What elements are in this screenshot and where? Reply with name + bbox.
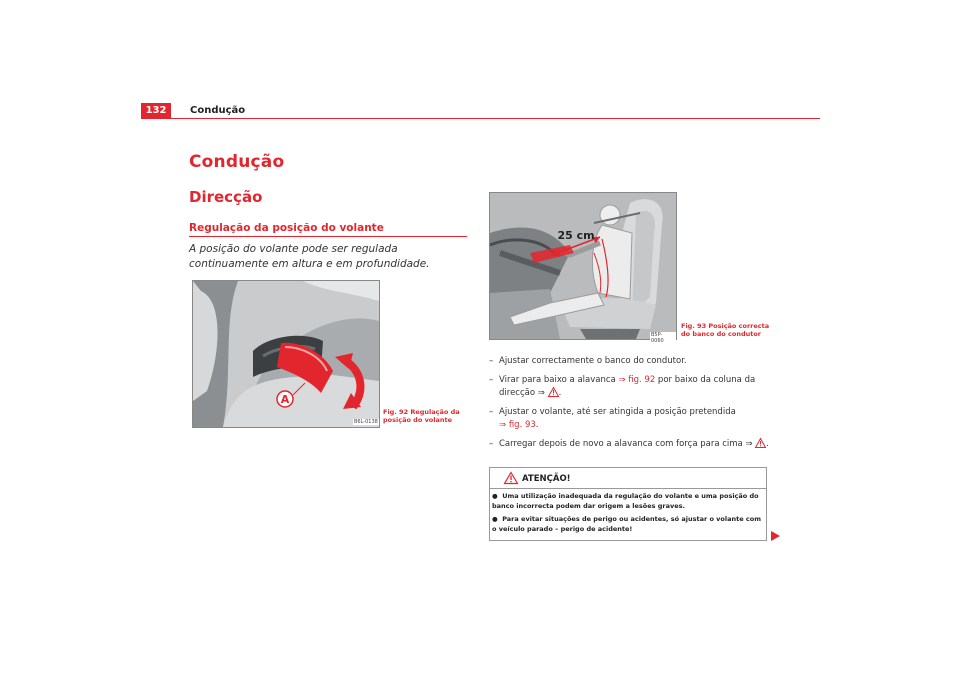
fig92-code: B6L-0138 — [354, 419, 378, 425]
warning-triangle-icon — [504, 472, 518, 484]
page-number: 132 — [141, 103, 171, 119]
figure-93 — [489, 192, 677, 344]
fig92-caption-line1: Fig. 92 Regulação da — [383, 408, 460, 416]
step-dash: – — [489, 356, 494, 366]
step-text: . — [558, 388, 562, 398]
step-dash: – — [489, 439, 494, 449]
step-text: Ajustar o volante, até ser atingida a posição pretendida — [499, 407, 736, 417]
warning-bullet-text: Para evitar situações de perigo ou acidentes, só ajustar o volante com o veículo parado – perigo de acidente! — [492, 515, 761, 533]
fig92-caption — [383, 408, 460, 424]
step-dash: – — [489, 375, 494, 385]
fig93-code: B5P-0060 — [650, 332, 676, 344]
section-heading: Direcção — [189, 188, 263, 206]
warning-rule — [490, 488, 766, 489]
warning-icon[interactable] — [548, 387, 559, 397]
warning-title-row — [504, 472, 571, 484]
figure-92 — [192, 280, 380, 428]
warning-icon[interactable] — [755, 438, 766, 448]
figure-reference-link[interactable]: ⇒ fig. 93 — [499, 420, 536, 430]
figure-reference-link[interactable]: ⇒ fig. 92 — [618, 375, 656, 385]
continue-arrow-icon[interactable] — [771, 531, 780, 541]
subsection-rule — [189, 236, 467, 237]
step-text: por baixo da coluna da direcção ⇒ — [499, 375, 756, 398]
warning-bullet-text: Uma utilização inadequada da regulação do volante e uma posição do banco incorrecta podem dar origem a lesões graves. — [492, 492, 759, 510]
fig93-distance: 25 cm — [557, 229, 595, 242]
step-item — [489, 438, 774, 451]
fig93-caption — [681, 322, 769, 338]
running-title: Condução — [190, 105, 246, 116]
fig93-caption-line1: Fig. 93 Posição correcta — [681, 322, 770, 330]
step-text: Virar para baixo a alavanca — [499, 375, 619, 385]
step-dash: – — [489, 407, 494, 417]
seat-position-illustration — [490, 193, 676, 339]
intro-paragraph: A posição do volante pode ser regulada continuamente em altura e em profundidade. — [189, 243, 430, 270]
steering-lever-illustration — [193, 281, 379, 427]
warning-bullet — [492, 491, 764, 511]
step-text: . — [535, 420, 539, 430]
step-text: Carregar depois de novo a alavanca com força para cima ⇒ — [499, 439, 753, 449]
warning-text — [492, 491, 764, 534]
warning-box — [489, 467, 767, 541]
fig93-caption-line2: do banco do condutor — [681, 330, 762, 338]
instruction-steps — [489, 355, 774, 457]
warning-bullet — [492, 514, 764, 534]
header-rule — [141, 118, 820, 119]
step-item — [489, 374, 774, 400]
subsection-heading: Regulação da posição do volante — [189, 222, 384, 234]
fig92-caption-line2: posição do volante — [383, 416, 453, 424]
chapter-heading: Condução — [189, 152, 285, 172]
bullet-icon: ● — [492, 492, 498, 500]
step-text: Ajustar correctamente o banco do condutor. — [499, 356, 687, 366]
step-item — [489, 355, 774, 368]
bullet-icon: ● — [492, 515, 498, 523]
fig92-callout: A — [280, 393, 290, 406]
warning-title: ATENÇÃO! — [522, 474, 571, 484]
step-item — [489, 406, 774, 432]
step-text: . — [766, 439, 769, 449]
